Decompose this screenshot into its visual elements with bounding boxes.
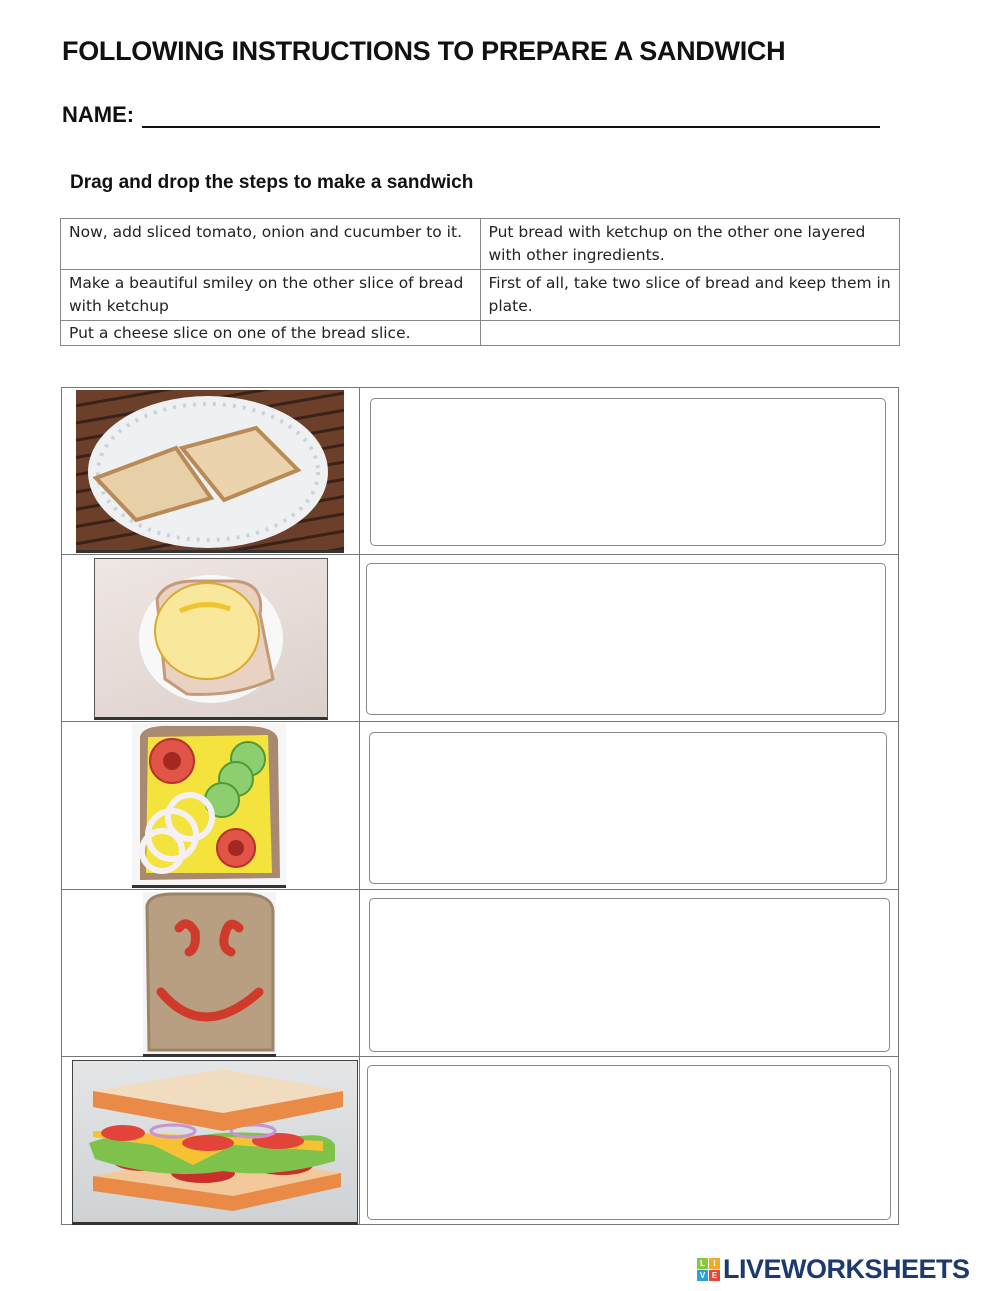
- page-title: FOLLOWING INSTRUCTIONS TO PREPARE A SANDWICH: [62, 36, 786, 66]
- logo-letter-i: I: [709, 1258, 720, 1269]
- step-option[interactable]: Put bread with ketchup on the other one layered with other ingredients.: [480, 219, 900, 270]
- sequence-row: [62, 1057, 898, 1224]
- step-option[interactable]: Now, add sliced tomato, onion and cucumber to it.: [61, 219, 481, 270]
- column-divider: [359, 722, 360, 889]
- column-divider: [359, 1057, 360, 1224]
- column-divider: [359, 555, 360, 721]
- bread-with-ketchup-smiley-image: [143, 892, 276, 1057]
- logo-text: LIVEWORKSHEETS: [723, 1254, 970, 1284]
- step-option-empty: [480, 321, 900, 346]
- two-bread-slices-on-plate-image: [76, 390, 344, 553]
- liveworksheets-logo: [697, 1254, 970, 1285]
- sequence-row: [62, 388, 898, 555]
- step-option[interactable]: Make a beautiful smiley on the other slice of bread with ketchup: [61, 270, 481, 321]
- step-option[interactable]: Put a cheese slice on one of the bread slice.: [61, 321, 481, 346]
- bread-with-cheese-slice-image: [94, 558, 328, 720]
- logo-letter-e: E: [709, 1270, 720, 1281]
- instructions-text: Drag and drop the steps to make a sandwich: [70, 172, 474, 193]
- name-field-row: [62, 102, 880, 128]
- sequence-row: [62, 890, 898, 1057]
- column-divider: [359, 388, 360, 554]
- column-divider: [359, 890, 360, 1056]
- bread-with-tomato-onion-cucumber-image: [132, 723, 286, 888]
- answer-drop-box[interactable]: [369, 898, 890, 1052]
- answer-drop-box[interactable]: [369, 732, 887, 884]
- logo-letter-l: L: [697, 1258, 708, 1269]
- sequence-row: [62, 555, 898, 722]
- answer-drop-box[interactable]: [370, 398, 886, 546]
- name-input-line[interactable]: [142, 104, 880, 128]
- layered-sandwich-image: [72, 1060, 358, 1225]
- answer-drop-box[interactable]: [366, 563, 886, 715]
- sequence-grid: [61, 387, 899, 1225]
- answer-drop-box[interactable]: [367, 1065, 891, 1220]
- sequence-row: [62, 722, 898, 890]
- logo-blocks-icon: [697, 1258, 720, 1281]
- logo-letter-v: V: [697, 1270, 708, 1281]
- step-option[interactable]: First of all, take two slice of bread and keep them in plate.: [480, 270, 900, 321]
- name-label: NAME:: [62, 102, 135, 127]
- step-bank-table: [60, 218, 900, 346]
